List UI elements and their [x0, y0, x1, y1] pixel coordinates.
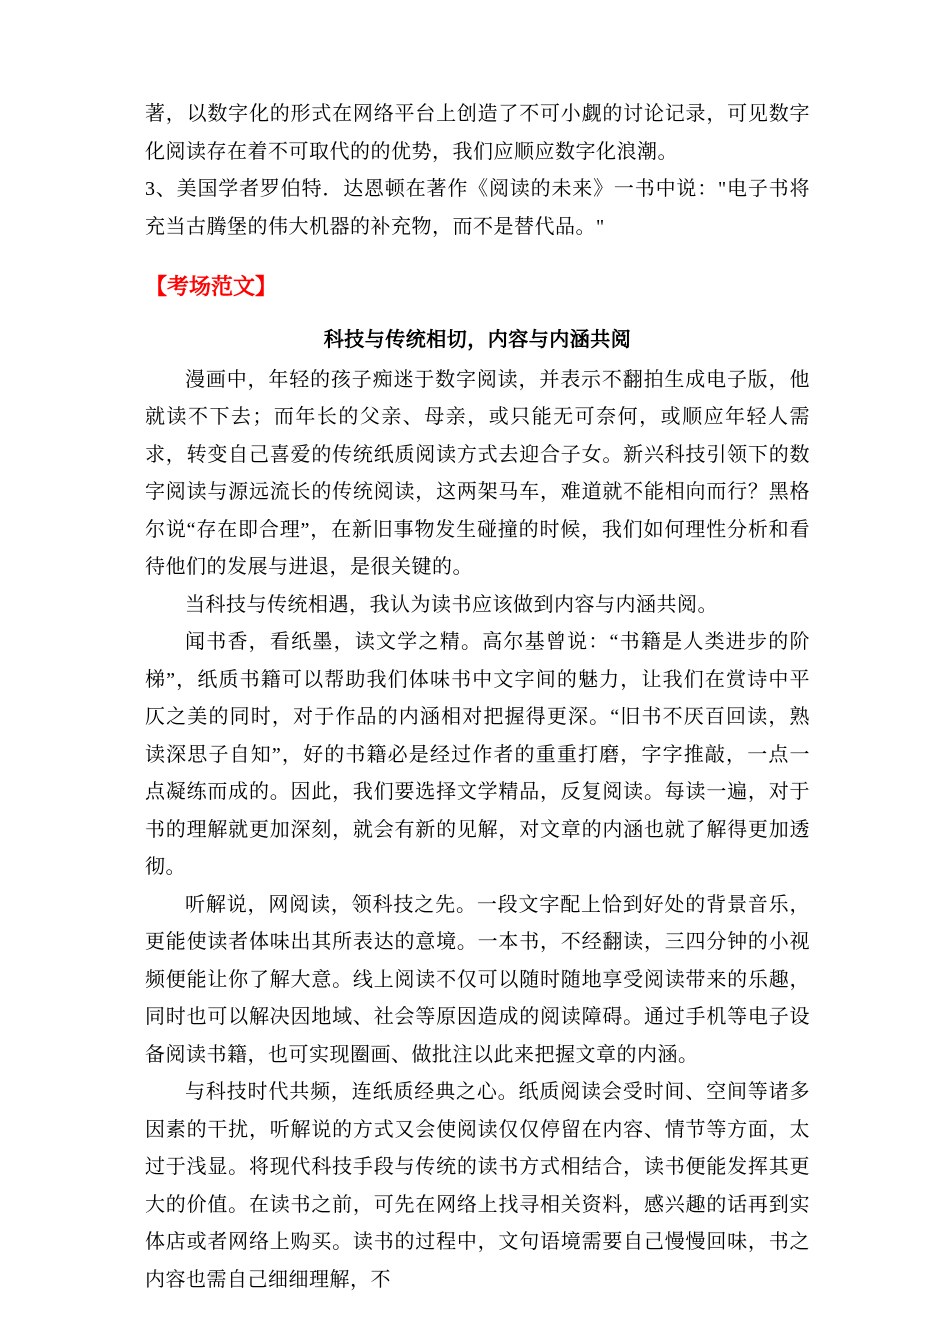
essay-title: 科技与传统相切，内容与内涵共阅 [323, 329, 632, 351]
essay-paragraph: 当科技与传统相遇，我认为读书应该做到内容与内涵共阅。 [185, 593, 718, 616]
intro-paragraph-item-3: 3、美国学者罗伯特．达恩顿在著作《阅读的未来》一书中说："电子书将充当古腾堡的伟大机器的补充物，而不是替代品。" [145, 178, 810, 238]
essay-paragraph: 闻书香，看纸墨，读文学之精。高尔基曾说：“书籍是人类进步的阶梯”，纸质书籍可以帮助我们体味书中文字间的魅力，让我们在赏诗中平仄之美的同时，对于作品的内涵相对把握得更深。“旧书不厌百回读，熟读深思子自知”，好的书籍必是经过作者的重重打磨，字字推敲，一点一点凝练而成的。因此，我们要选择文学精品，反复阅读。每读一遍，对于书的理解就更加深刻，就会有新的见解，对文章的内涵也就了解得更加透彻。 [145, 631, 810, 878]
essay-paragraph: 与科技时代共频，连纸质经典之心。纸质阅读会受时间、空间等诸多因素的干扰，听解说的方式又会使阅读仅仅停留在内容、情节等方面，太过于浅显。将现代科技手段与传统的读书方式相结合，读书便能发挥其更大的价值。在读书之前，可先在网络上找寻相关资料，感兴趣的话再到实体店或者网络上购买。读书的过程中，文句语境需要自己慢慢回味，书之内容也需自己细细理解，不 [145, 1081, 810, 1291]
essay-paragraph: 听解说，网阅读，领科技之先。一段文字配上恰到好处的背景音乐，更能使读者体味出其所表达的意境。一本书，不经翻读，三四分钟的小视频便能让你了解大意。线上阅读不仅可以随时随地享受阅读带来的乐趣，同时也可以解决因地域、社会等原因造成的阅读障碍。通过手机等电子设备阅读书籍，也可实现圈画、做批注以此来把握文章的内涵。 [145, 893, 810, 1066]
section-heading-exam-essay: 【考场范文】 [145, 274, 278, 299]
essay-paragraph: 漫画中，年轻的孩子痴迷于数字阅读，并表示不翻拍生成电子版，他就读不下去；而年长的父亲、母亲，或只能无可奈何，或顺应年轻人需求，转变自己喜爱的传统纸质阅读方式去迎合子女。新兴科技引领下的数字阅读与源远流长的传统阅读，这两架马车，难道就不能相向而行？黑格尔说“存在即合理”，在新旧事物发生碰撞的时候，我们如何理性分析和看待他们的发展与进退，是很关键的。 [145, 368, 810, 578]
intro-paragraph-continuation: 著，以数字化的形式在网络平台上创造了不可小觑的讨论记录，可见数字化阅读存在着不可取代的的优势，我们应顺应数字化浪潮。 [145, 103, 810, 163]
